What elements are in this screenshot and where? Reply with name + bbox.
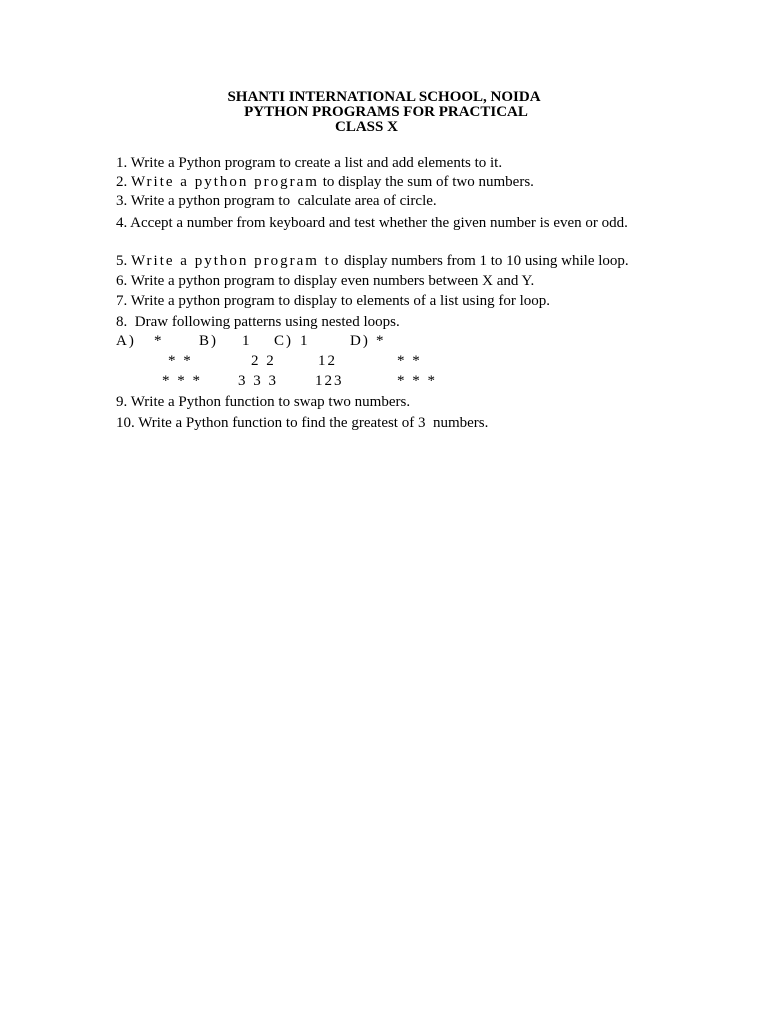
question-5 [116,253,629,270]
pattern-label-d: D) [350,333,370,349]
question-8: 8. Draw following patterns using nested loops. [116,314,400,330]
question-9: 9. Write a Python function to swap two numbers. [116,394,411,410]
pattern-b-row-1: 1 [242,333,250,349]
question-text: to display the sum of two numbers. [318,174,534,190]
pattern-b-row-3: 3 3 3 [238,373,278,389]
class-label: CLASS X [335,119,398,135]
question-2 [116,174,534,191]
pattern-d-row-3: * * * [397,373,437,389]
pattern-c-row-1: 1 [300,333,308,349]
question-7: 7. Write a python program to display to elements of a list using for loop. [116,293,551,309]
question-text: display numbers from 1 to 10 using while loop. [340,253,629,269]
document-title: PYTHON PROGRAMS FOR PRACTICAL [244,104,528,120]
question-6: 6. Write a python program to display even numbers between X and Y. [116,273,535,289]
pattern-a-row-3: * * * [162,373,202,389]
question-4: 4. Accept a number from keyboard and test whether the given number is even or odd. [116,215,628,231]
pattern-label-a: A) [116,333,136,349]
pattern-a-row-1: * [154,333,162,349]
pattern-b-row-2: 2 2 [251,353,276,369]
pattern-c-row-2: 12 [318,353,337,369]
question-3: 3. Write a python program to calculate area of circle. [116,193,437,209]
pattern-label-b: B) [199,333,218,349]
pattern-d-row-2: * * [397,353,422,369]
pattern-d-row-1: * [376,333,384,349]
question-10: 10. Write a Python function to find the greatest of 3 numbers. [116,415,489,431]
school-name: SHANTI INTERNATIONAL SCHOOL, NOIDA [227,89,541,105]
question-number: 5. [116,253,131,269]
pattern-label-c: C) [274,333,293,349]
question-text-spaced: Write a python program [131,174,319,190]
pattern-a-row-2: * * [168,353,193,369]
question-1: 1. Write a Python program to create a list and add elements to it. [116,155,503,171]
pattern-c-row-3: 123 [315,373,344,389]
question-text-spaced: Write a python program to [131,253,341,269]
question-number: 2. [116,174,131,190]
